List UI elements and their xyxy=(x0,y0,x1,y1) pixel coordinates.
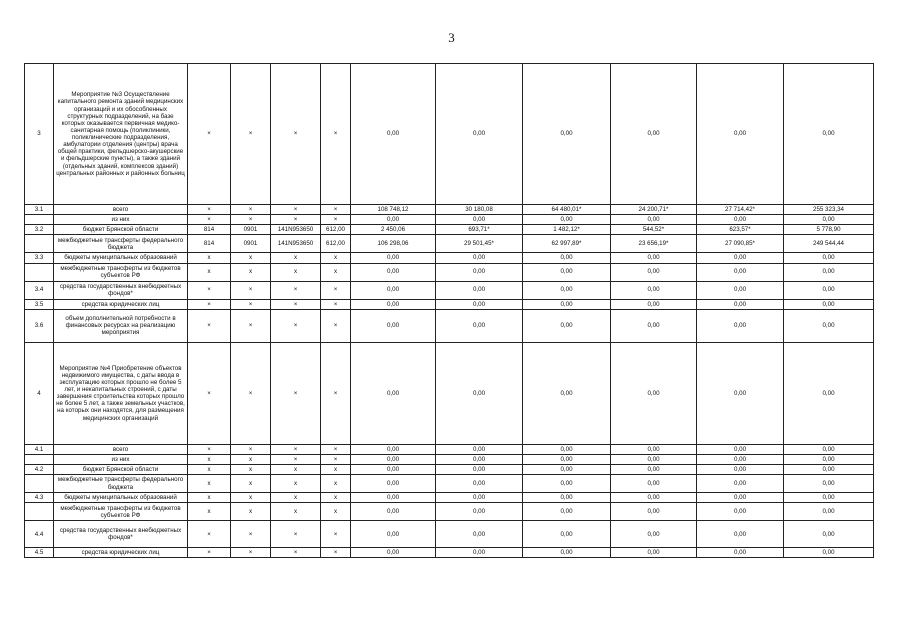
code-vr-cell: x xyxy=(321,263,351,281)
value-cell: 0,00 xyxy=(611,342,697,444)
code-csr-cell: × xyxy=(271,64,321,205)
code-csr-cell: x xyxy=(271,475,321,493)
code-rzpr-cell: x xyxy=(231,253,271,263)
row-name-cell: из них xyxy=(54,215,188,225)
row-name-cell: бюджет Брянской области xyxy=(54,464,188,474)
value-cell: 0,00 xyxy=(784,503,874,521)
code-rzpr-cell: 0901 xyxy=(231,235,271,253)
value-cell: 64 480,01* xyxy=(523,205,611,215)
row-name-cell: межбюджетные трансферты федерального бюджета xyxy=(54,235,188,253)
value-cell: 0,00 xyxy=(697,281,784,299)
row-number-cell: 4.1 xyxy=(25,444,54,454)
value-cell: 0,00 xyxy=(436,253,523,263)
code-rzpr-cell: × xyxy=(231,299,271,309)
value-cell: 0,00 xyxy=(611,454,697,464)
value-cell: 62 997,89* xyxy=(523,235,611,253)
code-rzpr-cell: 0901 xyxy=(231,225,271,235)
code-rzpr-cell: × xyxy=(231,281,271,299)
code-vr-cell: x xyxy=(321,493,351,503)
value-cell: 27 090,85* xyxy=(697,235,784,253)
code-rzpr-cell: × xyxy=(231,521,271,548)
value-cell: 0,00 xyxy=(351,444,436,454)
code-rzpr-cell: × xyxy=(231,342,271,444)
code-csr-cell: × xyxy=(271,281,321,299)
value-cell: 0,00 xyxy=(611,281,697,299)
row-number-cell: 4 xyxy=(25,342,54,444)
code-csr-cell: × xyxy=(271,309,321,342)
row-name-cell: Мероприятие №4 Приобретение объектов недвижимого имущества, с даты ввода в эксплуатацию которых прошло не более 5 лет, и некапитальных строений, с даты завершения строительства которых прошло не более 5 лет, а также земельных участков, на которых они находятся, для размещения медицинских организаций xyxy=(54,342,188,444)
value-cell: 23 656,19* xyxy=(611,235,697,253)
code-csr-cell: 141N953650 xyxy=(271,225,321,235)
value-cell: 0,00 xyxy=(436,263,523,281)
code-vr-cell: x xyxy=(321,475,351,493)
value-cell: 0,00 xyxy=(611,475,697,493)
code-rzpr-cell: × xyxy=(231,215,271,225)
code-rzpr-cell: × xyxy=(231,548,271,558)
value-cell: 0,00 xyxy=(697,215,784,225)
value-cell: 0,00 xyxy=(611,299,697,309)
value-cell: 0,00 xyxy=(697,263,784,281)
value-cell: 0,00 xyxy=(351,475,436,493)
code-grbs-cell: x xyxy=(188,503,231,521)
value-cell: 0,00 xyxy=(436,444,523,454)
code-rzpr-cell: x xyxy=(231,263,271,281)
value-cell: 0,00 xyxy=(523,263,611,281)
row-number-cell xyxy=(25,454,54,464)
table-body xyxy=(25,64,874,558)
code-vr-cell: × xyxy=(321,205,351,215)
value-cell: 0,00 xyxy=(436,342,523,444)
row-name-cell: средства юридических лиц xyxy=(54,299,188,309)
value-cell: 0,00 xyxy=(611,503,697,521)
table-row xyxy=(25,215,874,225)
table-row xyxy=(25,342,874,444)
code-grbs-cell: x xyxy=(188,493,231,503)
value-cell: 0,00 xyxy=(784,281,874,299)
value-cell: 27 714,42* xyxy=(697,205,784,215)
value-cell: 0,00 xyxy=(611,263,697,281)
value-cell: 0,00 xyxy=(784,475,874,493)
table-row xyxy=(25,548,874,558)
row-number-cell: 3.2 xyxy=(25,225,54,235)
table-row xyxy=(25,64,874,205)
row-number-cell xyxy=(25,235,54,253)
budget-table xyxy=(24,63,874,558)
table-row xyxy=(25,454,874,464)
value-cell: 106 298,06 xyxy=(351,235,436,253)
code-rzpr-cell: × xyxy=(231,205,271,215)
row-number-cell: 3.1 xyxy=(25,205,54,215)
row-name-cell: объем дополнительной потребности в финансовых ресурсах на реализацию мероприятия xyxy=(54,309,188,342)
table-row xyxy=(25,263,874,281)
value-cell: 0,00 xyxy=(611,64,697,205)
table-row xyxy=(25,281,874,299)
value-cell: 0,00 xyxy=(436,548,523,558)
value-cell: 0,00 xyxy=(697,299,784,309)
value-cell: 0,00 xyxy=(697,464,784,474)
value-cell: 0,00 xyxy=(697,521,784,548)
value-cell: 0,00 xyxy=(523,281,611,299)
value-cell: 0,00 xyxy=(351,215,436,225)
value-cell: 0,00 xyxy=(436,464,523,474)
table-row xyxy=(25,475,874,493)
value-cell: 0,00 xyxy=(523,215,611,225)
value-cell: 0,00 xyxy=(523,521,611,548)
value-cell: 0,00 xyxy=(523,493,611,503)
code-vr-cell: × xyxy=(321,521,351,548)
value-cell: 0,00 xyxy=(784,444,874,454)
value-cell: 0,00 xyxy=(523,444,611,454)
code-grbs-cell: 814 xyxy=(188,235,231,253)
value-cell: 0,00 xyxy=(611,521,697,548)
value-cell: 693,71* xyxy=(436,225,523,235)
value-cell: 0,00 xyxy=(523,342,611,444)
code-grbs-cell: x xyxy=(188,475,231,493)
code-csr-cell: × xyxy=(271,454,321,464)
code-vr-cell: × xyxy=(321,309,351,342)
code-csr-cell: × xyxy=(271,521,321,548)
code-csr-cell: × xyxy=(271,444,321,454)
value-cell: 0,00 xyxy=(697,475,784,493)
row-name-cell: средства государственных внебюджетных фондов* xyxy=(54,281,188,299)
code-grbs-cell: 814 xyxy=(188,225,231,235)
value-cell: 544,52* xyxy=(611,225,697,235)
table-row xyxy=(25,299,874,309)
table-row xyxy=(25,444,874,454)
value-cell: 0,00 xyxy=(784,548,874,558)
table-row xyxy=(25,309,874,342)
row-number-cell xyxy=(25,263,54,281)
row-name-cell: средства юридических лиц xyxy=(54,548,188,558)
value-cell: 0,00 xyxy=(436,215,523,225)
row-number-cell: 3.4 xyxy=(25,281,54,299)
value-cell: 0,00 xyxy=(784,64,874,205)
row-number-cell: 4.3 xyxy=(25,493,54,503)
page-number: 3 xyxy=(448,30,455,45)
value-cell: 0,00 xyxy=(523,503,611,521)
value-cell: 0,00 xyxy=(351,521,436,548)
value-cell: 0,00 xyxy=(784,253,874,263)
code-rzpr-cell: x xyxy=(231,493,271,503)
value-cell: 0,00 xyxy=(611,215,697,225)
value-cell: 0,00 xyxy=(351,464,436,474)
row-name-cell: бюджет Брянской области xyxy=(54,225,188,235)
code-vr-cell: × xyxy=(321,342,351,444)
table-row xyxy=(25,503,874,521)
code-grbs-cell: x xyxy=(188,263,231,281)
code-rzpr-cell: x xyxy=(231,454,271,464)
row-number-cell: 3.5 xyxy=(25,299,54,309)
code-vr-cell: × xyxy=(321,281,351,299)
row-number-cell: 3.3 xyxy=(25,253,54,263)
value-cell: 0,00 xyxy=(523,454,611,464)
value-cell: 0,00 xyxy=(611,253,697,263)
table-row xyxy=(25,464,874,474)
row-number-cell: 4.4 xyxy=(25,521,54,548)
value-cell: 0,00 xyxy=(784,309,874,342)
value-cell: 0,00 xyxy=(351,493,436,503)
code-csr-cell: × xyxy=(271,299,321,309)
code-vr-cell: × xyxy=(321,454,351,464)
row-name-cell: всего xyxy=(54,444,188,454)
value-cell: 0,00 xyxy=(611,444,697,454)
value-cell: 0,00 xyxy=(351,64,436,205)
value-cell: 0,00 xyxy=(784,493,874,503)
value-cell: 623,57* xyxy=(697,225,784,235)
row-number-cell: 4.2 xyxy=(25,464,54,474)
row-name-cell: Мероприятие №3 Осуществление капитального ремонта зданий медицинских организаций и их обособленных структурных подразделений, на базе которых оказывается первичная медико-санитарная помощь (поликлиники, поликлинические подразделения, амбулатории отделения (центры) врача общей практики, фельдшерско-акушерские и фельдшерские пункты), а также зданий (отдельных зданий, комплексов зданий) центральных районных и районных больниц xyxy=(54,64,188,205)
value-cell: 108 748,12 xyxy=(351,205,436,215)
value-cell: 0,00 xyxy=(523,548,611,558)
value-cell: 30 180,08 xyxy=(436,205,523,215)
row-name-cell: бюджеты муниципальных образований xyxy=(54,253,188,263)
value-cell: 0,00 xyxy=(611,309,697,342)
code-rzpr-cell: × xyxy=(231,64,271,205)
value-cell: 0,00 xyxy=(523,309,611,342)
row-name-cell: межбюджетные трансферты из бюджетов субъектов РФ xyxy=(54,263,188,281)
code-vr-cell: × xyxy=(321,299,351,309)
code-csr-cell: × xyxy=(271,215,321,225)
row-name-cell: межбюджетные трансферты федерального бюджета xyxy=(54,475,188,493)
value-cell: 0,00 xyxy=(784,454,874,464)
code-csr-cell: x xyxy=(271,253,321,263)
value-cell: 0,00 xyxy=(697,548,784,558)
value-cell: 29 501,45* xyxy=(436,235,523,253)
table-row xyxy=(25,493,874,503)
row-number-cell xyxy=(25,475,54,493)
value-cell: 0,00 xyxy=(523,253,611,263)
row-number-cell: 3.6 xyxy=(25,309,54,342)
value-cell: 0,00 xyxy=(523,464,611,474)
code-csr-cell: x xyxy=(271,493,321,503)
value-cell: 0,00 xyxy=(697,503,784,521)
code-grbs-cell: × xyxy=(188,521,231,548)
value-cell: 0,00 xyxy=(523,299,611,309)
value-cell: 0,00 xyxy=(436,503,523,521)
value-cell: 0,00 xyxy=(611,464,697,474)
code-csr-cell: 141N953650 xyxy=(271,235,321,253)
value-cell: 0,00 xyxy=(351,342,436,444)
code-vr-cell: x xyxy=(321,253,351,263)
table-row xyxy=(25,225,874,235)
value-cell: 0,00 xyxy=(436,299,523,309)
code-csr-cell: × xyxy=(271,548,321,558)
code-grbs-cell: × xyxy=(188,309,231,342)
code-vr-cell: × xyxy=(321,444,351,454)
table-row xyxy=(25,521,874,548)
code-vr-cell: x xyxy=(321,464,351,474)
code-rzpr-cell: × xyxy=(231,309,271,342)
row-name-cell: бюджеты муниципальных образований xyxy=(54,493,188,503)
table-row xyxy=(25,253,874,263)
value-cell: 0,00 xyxy=(784,263,874,281)
row-number-cell xyxy=(25,503,54,521)
value-cell: 0,00 xyxy=(351,503,436,521)
code-grbs-cell: x xyxy=(188,464,231,474)
value-cell: 24 200,71* xyxy=(611,205,697,215)
code-grbs-cell: x xyxy=(188,253,231,263)
code-vr-cell: × xyxy=(321,548,351,558)
value-cell: 2 450,06 xyxy=(351,225,436,235)
row-number-cell: 3 xyxy=(25,64,54,205)
code-rzpr-cell: × xyxy=(231,444,271,454)
code-grbs-cell: × xyxy=(188,205,231,215)
value-cell: 0,00 xyxy=(351,263,436,281)
code-csr-cell: x xyxy=(271,464,321,474)
value-cell: 0,00 xyxy=(784,521,874,548)
value-cell: 1 482,12* xyxy=(523,225,611,235)
code-grbs-cell: × xyxy=(188,215,231,225)
value-cell: 0,00 xyxy=(351,309,436,342)
value-cell: 0,00 xyxy=(697,64,784,205)
row-number-cell: 4.5 xyxy=(25,548,54,558)
value-cell: 0,00 xyxy=(697,493,784,503)
row-name-cell: межбюджетные трансферты из бюджетов субъектов РФ xyxy=(54,503,188,521)
value-cell: 0,00 xyxy=(523,64,611,205)
value-cell: 0,00 xyxy=(611,493,697,503)
code-grbs-cell: × xyxy=(188,64,231,205)
code-rzpr-cell: x xyxy=(231,475,271,493)
value-cell: 0,00 xyxy=(436,281,523,299)
value-cell: 0,00 xyxy=(436,64,523,205)
value-cell: 0,00 xyxy=(697,253,784,263)
value-cell: 0,00 xyxy=(697,444,784,454)
value-cell: 0,00 xyxy=(436,521,523,548)
value-cell: 0,00 xyxy=(697,342,784,444)
value-cell: 5 778,90 xyxy=(784,225,874,235)
value-cell: 0,00 xyxy=(351,454,436,464)
code-grbs-cell: × xyxy=(188,342,231,444)
value-cell: 0,00 xyxy=(436,309,523,342)
value-cell: 0,00 xyxy=(523,475,611,493)
code-rzpr-cell: x xyxy=(231,503,271,521)
code-csr-cell: × xyxy=(271,205,321,215)
row-name-cell: средства государственных внебюджетных фондов* xyxy=(54,521,188,548)
value-cell: 0,00 xyxy=(351,548,436,558)
code-grbs-cell: × xyxy=(188,444,231,454)
value-cell: 0,00 xyxy=(436,493,523,503)
value-cell: 0,00 xyxy=(436,475,523,493)
value-cell: 0,00 xyxy=(697,454,784,464)
row-number-cell xyxy=(25,215,54,225)
code-csr-cell: x xyxy=(271,503,321,521)
value-cell: 0,00 xyxy=(784,464,874,474)
row-name-cell: из них xyxy=(54,454,188,464)
code-grbs-cell: × xyxy=(188,299,231,309)
code-rzpr-cell: x xyxy=(231,464,271,474)
code-vr-cell: × xyxy=(321,64,351,205)
table-row xyxy=(25,235,874,253)
value-cell: 0,00 xyxy=(784,299,874,309)
table-row xyxy=(25,205,874,215)
code-csr-cell: x xyxy=(271,263,321,281)
value-cell: 0,00 xyxy=(351,253,436,263)
value-cell: 0,00 xyxy=(351,281,436,299)
value-cell: 0,00 xyxy=(436,454,523,464)
value-cell: 0,00 xyxy=(611,548,697,558)
code-grbs-cell: x xyxy=(188,454,231,464)
code-vr-cell: x xyxy=(321,503,351,521)
code-grbs-cell: × xyxy=(188,548,231,558)
code-vr-cell: 612,00 xyxy=(321,225,351,235)
code-vr-cell: 612,00 xyxy=(321,235,351,253)
value-cell: 249 544,44 xyxy=(784,235,874,253)
value-cell: 255 323,34 xyxy=(784,205,874,215)
code-csr-cell: × xyxy=(271,342,321,444)
value-cell: 0,00 xyxy=(784,342,874,444)
code-vr-cell: × xyxy=(321,215,351,225)
value-cell: 0,00 xyxy=(351,299,436,309)
row-name-cell: всего xyxy=(54,205,188,215)
value-cell: 0,00 xyxy=(784,215,874,225)
value-cell: 0,00 xyxy=(697,309,784,342)
code-grbs-cell: × xyxy=(188,281,231,299)
